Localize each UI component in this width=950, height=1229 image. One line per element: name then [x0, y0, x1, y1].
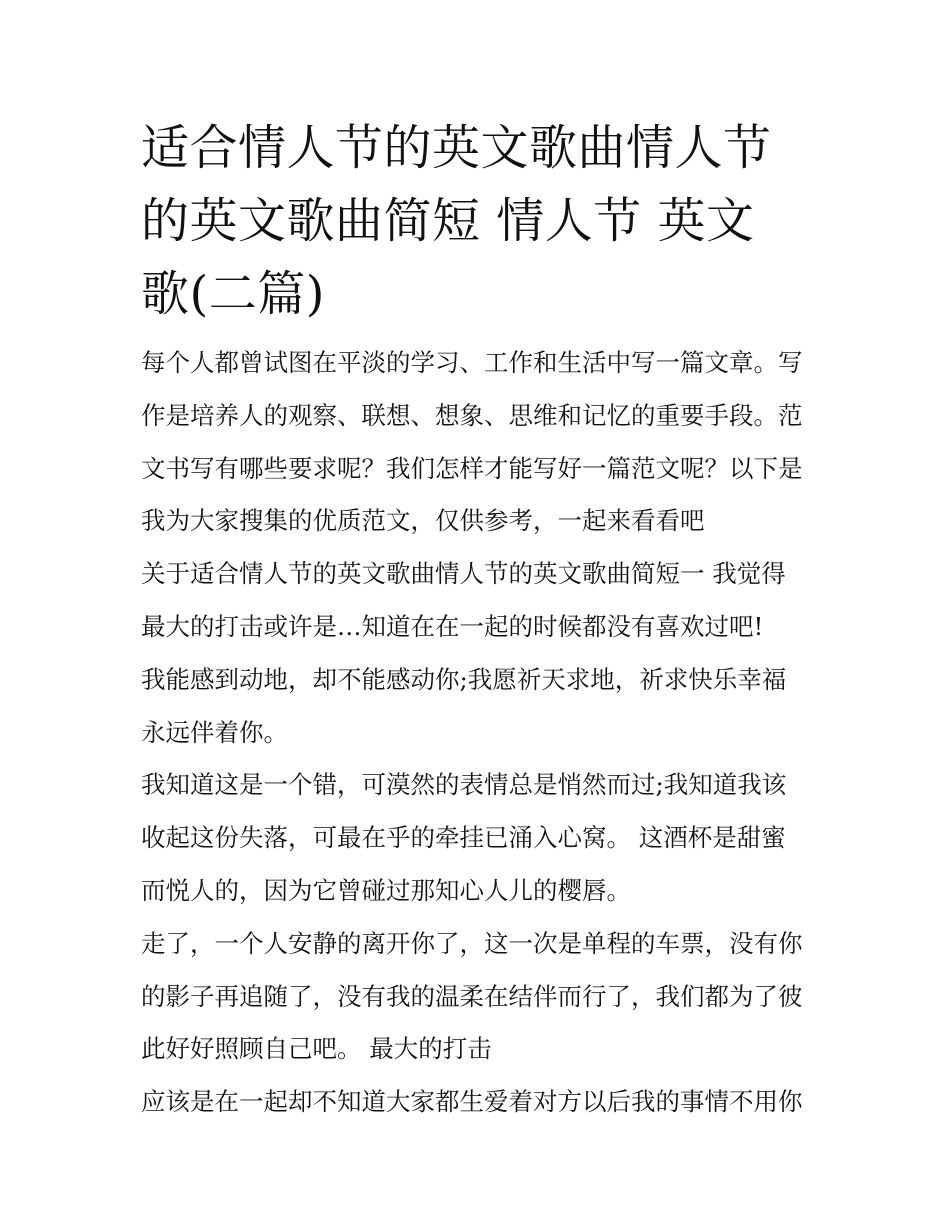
body-line: 应该是在一起却不知道大家都生爱着对方以后我的事情不用你 [141, 1087, 803, 1117]
title-line: 歌(二篇) [141, 266, 325, 322]
body-line: 我能感到动地，却不能感动你;我愿祈天求地，祈求快乐幸福 [141, 664, 787, 694]
body-line: 而悦人的，因为它曾碰过那知心人儿的樱唇。 [141, 875, 631, 905]
body-line: 收起这份失落，可最在乎的牵挂已涌入心窝。 这酒杯是甜蜜 [141, 823, 786, 853]
body-line: 永远伴着你。 [141, 717, 288, 747]
body-line: 我知道这是一个错，可漠然的表情总是悄然而过;我知道我该 [141, 770, 787, 800]
body-line: 最大的打击或许是…知道在在一起的时候都没有喜欢过吧! [141, 611, 764, 641]
body-line: 此好好照顾自己吧。 最大的打击 [141, 1034, 492, 1064]
body-line: 文书写有哪些要求呢？我们怎样才能写好一篇范文呢？以下是 [141, 453, 803, 483]
body-line: 走了，一个人安静的离开你了，这一次是单程的车票，没有你 [141, 928, 803, 958]
body-line: 每个人都曾试图在平淡的学习、工作和生活中写一篇文章。写 [141, 348, 803, 377]
body-line: 作是培养人的观察、联想、想象、思维和记忆的重要手段。范 [141, 400, 803, 430]
title-line: 的英文歌曲简短 情人节 英文 [141, 193, 755, 249]
body-line: 的影子再追随了，没有我的温柔在结伴而行了，我们都为了彼 [141, 981, 803, 1011]
body-line: 关于适合情人节的英文歌曲情人节的英文歌曲简短一 我觉得 [141, 559, 786, 589]
document-title [141, 112, 813, 331]
document-page [141, 112, 813, 1129]
document-body [141, 337, 813, 1129]
title-line: 适合情人节的英文歌曲情人节 [141, 120, 772, 176]
body-line: 我为大家搜集的优质范文，仅供参考，一起来看看吧 [141, 506, 705, 536]
